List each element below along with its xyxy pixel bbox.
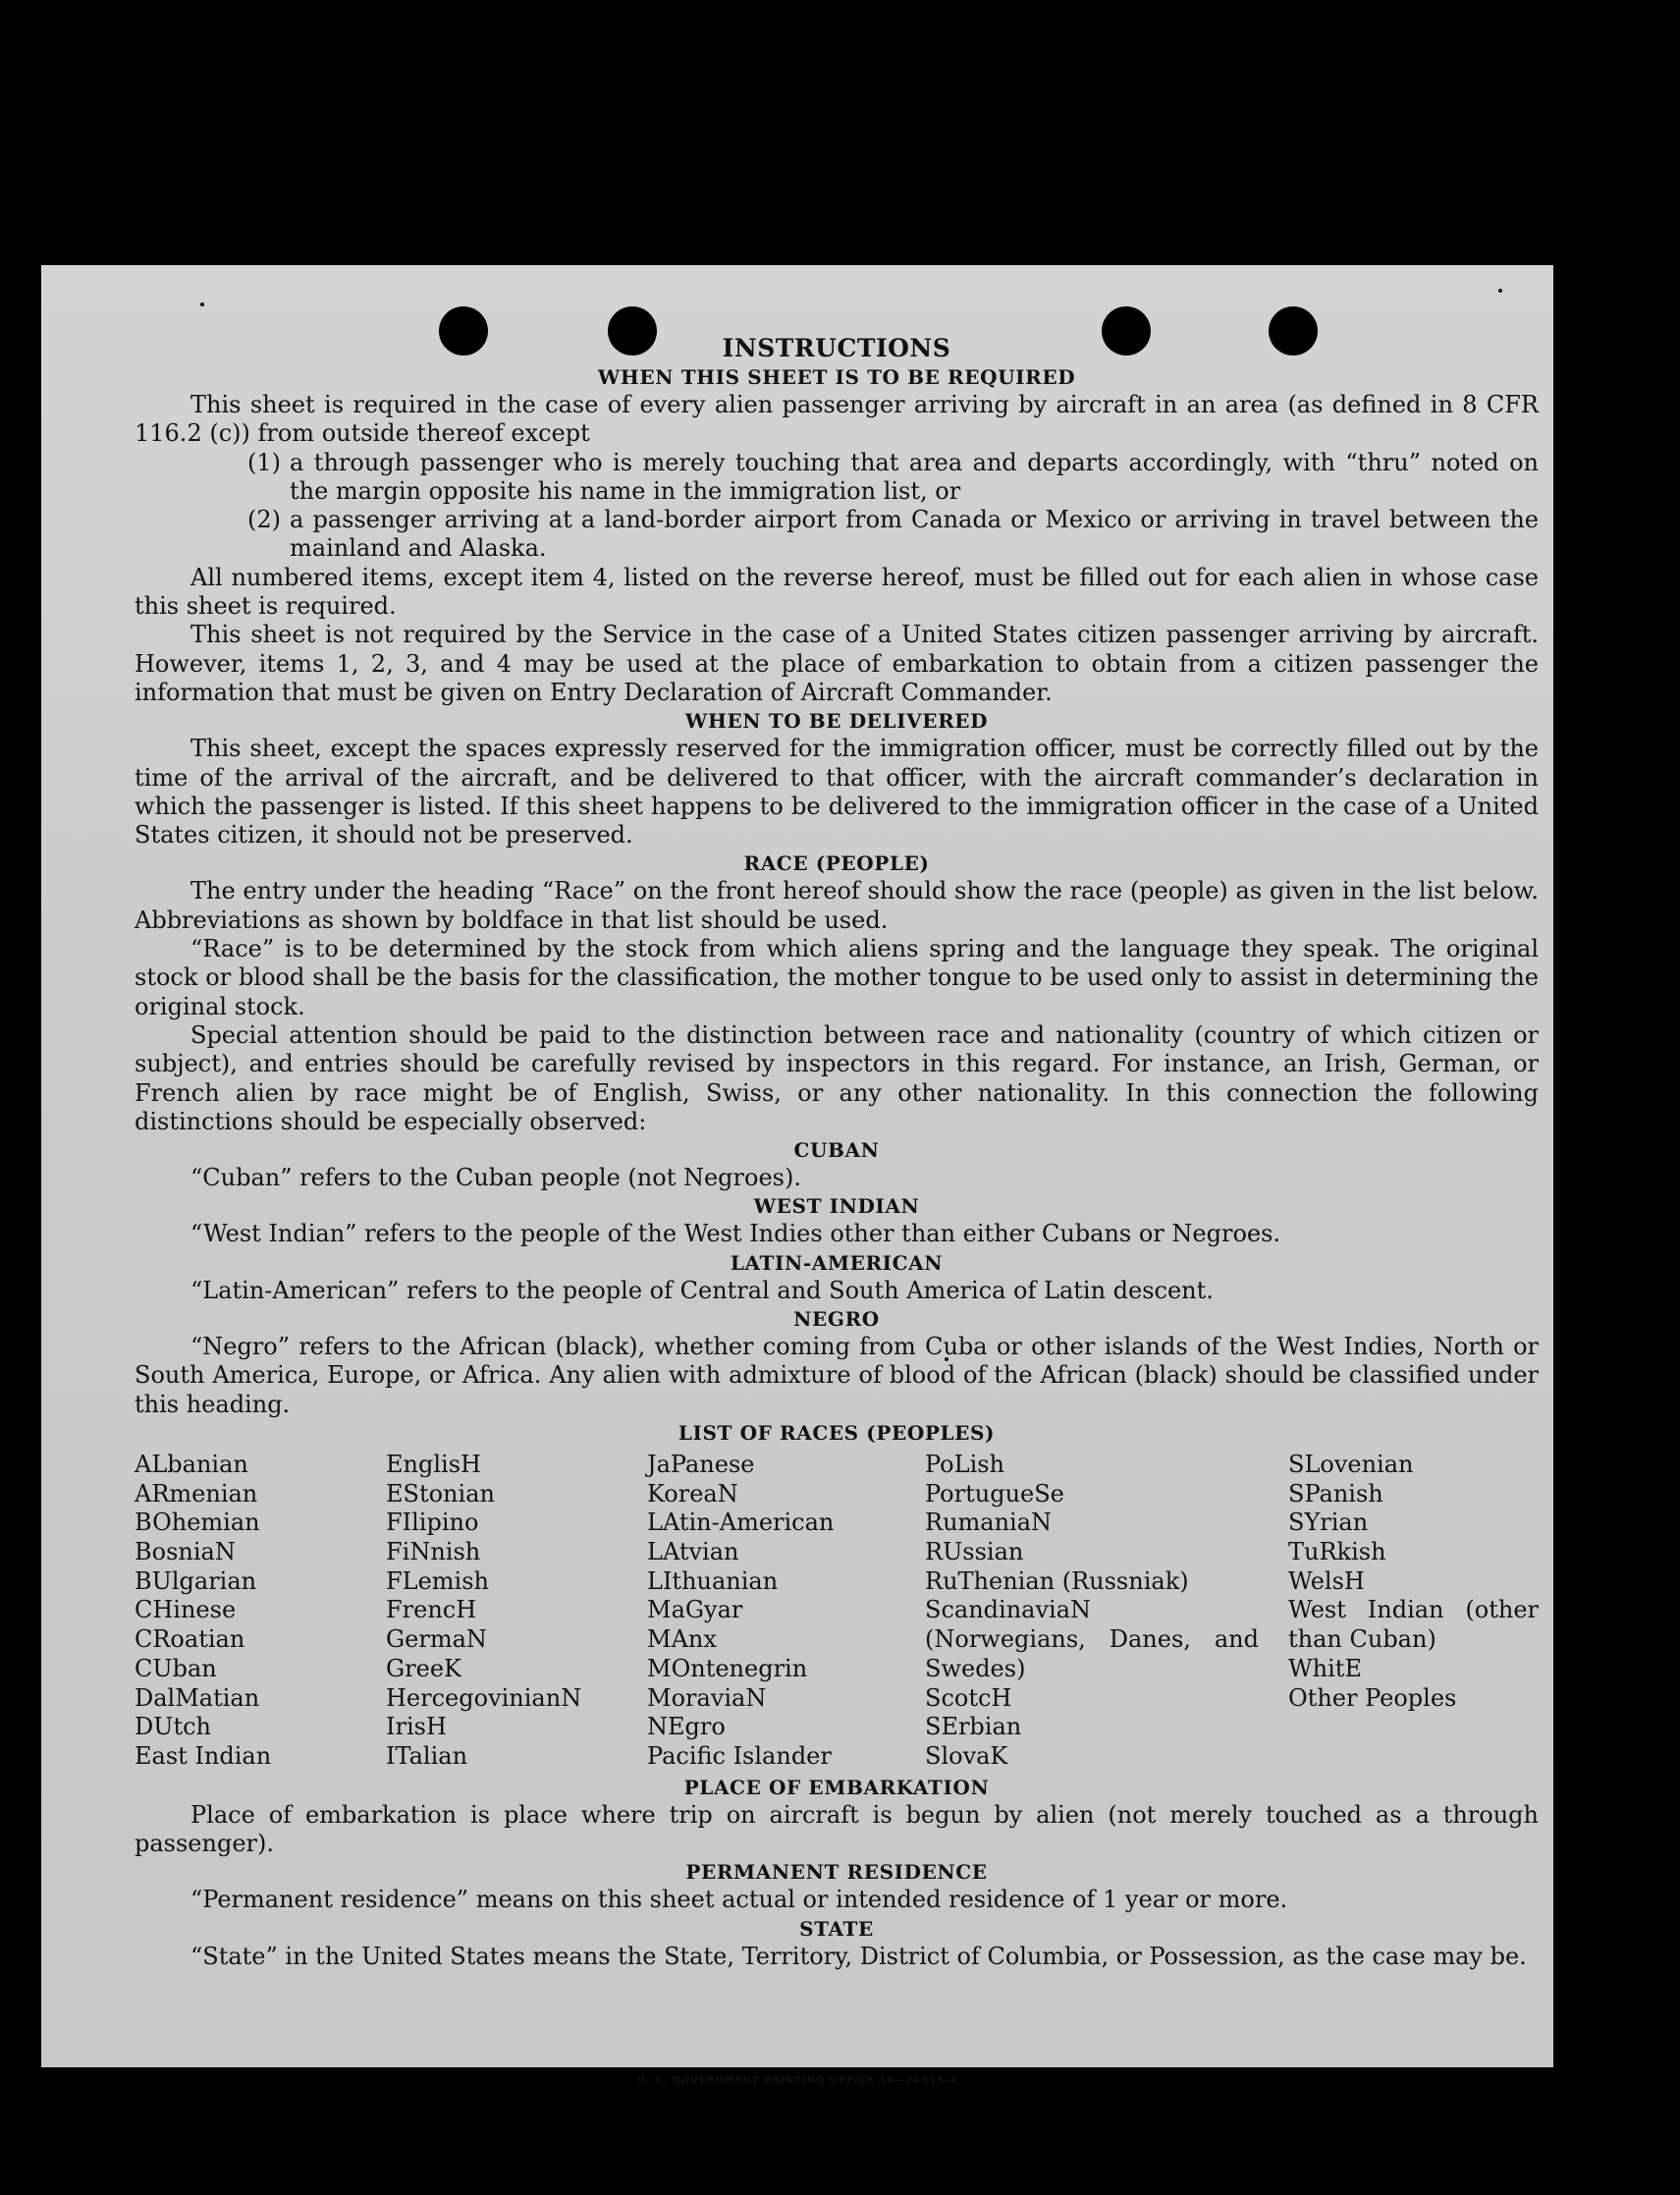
race-entry: GermaN (386, 1625, 487, 1654)
speck (200, 302, 204, 306)
paragraph: This sheet is required in the case of every alien passenger arriving by aircraft in an area (as defined in 8 CFR 116.2 (c)) from outside thereof except (135, 391, 1539, 448)
race-entry: RuThenian (Russniak) (925, 1566, 1189, 1595)
race-entry: KoreaN (647, 1479, 738, 1508)
race-entry: FiNnish (386, 1538, 481, 1566)
paragraph: “Negro” refers to the African (black), whether coming from Cuba or other islands of the West Indies, North or South America, Europe, or Africa. Any alien with admixture of blood of the African (black) should be classified under this heading. (135, 1333, 1539, 1418)
section-heading-west-indian: WEST INDIAN (753, 1194, 920, 1219)
races-column (647, 1451, 925, 1772)
race-entry: East Indian (135, 1741, 272, 1770)
paragraph: The entry under the heading “Race” on the front hereof should show the race (people) as given in the list below. Abbreviations as shown by boldface in that list should be used. (135, 877, 1539, 934)
race-entry: BOhemian (135, 1509, 260, 1537)
paragraph: “Race” is to be determined by the stock from which aliens spring and the language they speak. The original stock or blood shall be the basis for the classification, the mother tongue to be used only to assist in determining the original stock. (135, 935, 1539, 1020)
list-item (135, 449, 1539, 507)
race-entry: BUlgarian (135, 1566, 257, 1595)
paragraph: “West Indian” refers to the people of the West Indies other than either Cubans or Negroes. (190, 1220, 1281, 1248)
section-heading-required: WHEN THIS SHEET IS TO BE REQUIRED (597, 365, 1076, 389)
race-entry: SlovaK (925, 1741, 1008, 1770)
section-heading-list-of-races: LIST OF RACES (PEOPLES) (677, 1420, 996, 1445)
race-entry: HercegovinianN (386, 1683, 582, 1712)
races-column (135, 1451, 386, 1772)
race-entry: LAtvian (647, 1538, 739, 1566)
item-number: (1) (247, 448, 281, 476)
section-heading-state: STATE (799, 1916, 874, 1941)
printing-office-footer: U. S. GOVERNMENT PRINTING OFFICE 16—24915-4 (636, 2075, 958, 2086)
section-heading-negro: NEGRO (793, 1307, 880, 1332)
paragraph: This sheet is not required by the Service in the case of a United States citizen passenger arriving by aircraft. However, items 1, 2, 3, and 4 may be used at the place of embarkation to obtain from a citizen passenger the information that must be given on Entry Declaration of Aircraft Commander. (135, 621, 1539, 706)
race-entry: EnglisH (386, 1450, 481, 1478)
race-entry: ScotcH (925, 1683, 1012, 1712)
race-entry: WhitE (1288, 1654, 1362, 1682)
race-entry: TuRkish (1288, 1538, 1386, 1566)
race-entry: MAnx (647, 1625, 717, 1654)
race-entry: NEgro (647, 1713, 726, 1741)
paragraph: Special attention should be paid to the distinction between race and nationality (country of which citizen or subject), and entries should be carefully revised by inspectors in this regard. For instance, an Irish, German, or French alien by race might be of English, Swiss, or any other nationality. In this connection the following distinctions should be especially observed: (135, 1020, 1539, 1135)
list-item (135, 506, 1539, 564)
race-entry: PortugueSe (925, 1479, 1064, 1508)
item-text: a passenger arriving at a land-border airport from Canada or Mexico or arriving in travel between the mainland and Alaska. (290, 506, 1539, 563)
races-column (386, 1451, 647, 1772)
page-title: INSTRUCTIONS (722, 334, 951, 362)
race-entry: IrisH (386, 1713, 447, 1741)
race-entry: JaPanese (647, 1450, 755, 1478)
race-entry: FLemish (386, 1566, 489, 1595)
paragraph: “Cuban” refers to the Cuban people (not Negroes). (190, 1164, 801, 1192)
race-entry: PoLish (925, 1450, 1005, 1478)
race-entry: MaGyar (647, 1596, 743, 1624)
section-heading-latin-american: LATIN-AMERICAN (730, 1250, 944, 1275)
race-entry: CUban (135, 1654, 217, 1682)
race-entry: MOntenegrin (647, 1654, 808, 1682)
section-heading-embarkation: PLACE OF EMBARKATION (683, 1775, 990, 1799)
paragraph: All numbered items, except item 4, listed on the reverse hereof, must be filled out for each alien in whose case this sheet is required. (135, 563, 1539, 621)
paragraph: “State” in the United States means the State, Territory, District of Columbia, or Possession, as the case may be. (190, 1942, 1527, 1970)
section-heading-race: RACE (PEOPLE) (743, 851, 930, 876)
race-entry: RumaniaN (925, 1509, 1053, 1537)
race-entry: ALbanian (135, 1450, 248, 1478)
instructions-content (135, 334, 1539, 1971)
document-sheet (41, 265, 1553, 2086)
race-entry: FIlipino (386, 1509, 479, 1537)
race-entry: Other Peoples (1288, 1683, 1457, 1712)
race-entry: WelsH (1288, 1566, 1365, 1595)
race-entry: MoraviaN (647, 1683, 767, 1712)
race-entry: DUtch (135, 1713, 212, 1741)
item-number: (2) (247, 506, 281, 534)
race-entry: ARmenian (135, 1479, 258, 1508)
paragraph: This sheet, except the spaces expressly reserved for the immigration officer, must be correctly filled out by the time of the arrival of the aircraft, and be delivered to that officer, with the aircraft commander’s declaration in which the passenger is listed. If this sheet happens to be delivered to the immigration officer in the case of a United States citizen, it should not be preserved. (135, 735, 1539, 850)
race-entry: SLovenian (1288, 1450, 1414, 1478)
section-heading-residence: PERMANENT RESIDENCE (685, 1860, 988, 1885)
paragraph: “Permanent residence” means on this sheet actual or intended residence of 1 year or more. (190, 1886, 1288, 1914)
race-entry: CHinese (135, 1596, 237, 1624)
races-list (135, 1451, 1539, 1772)
race-entry: ScandinaviaN (Norwegians, Danes, and Swedes) (925, 1596, 1259, 1682)
race-entry: Pacific Islander (647, 1741, 832, 1770)
race-entry: West Indian (other than Cuban) (1288, 1596, 1539, 1654)
section-heading-cuban: CUBAN (793, 1138, 880, 1163)
item-text: a through passenger who is merely touching that area and departs accordingly, with “thru” noted on the margin opposite his name in the immigration list, or (290, 448, 1539, 505)
race-entry: SYrian (1288, 1509, 1369, 1537)
section-heading-delivered: WHEN TO BE DELIVERED (684, 709, 989, 734)
race-entry: BosniaN (135, 1538, 236, 1566)
races-column (925, 1451, 1288, 1772)
race-entry: LAtin-American (647, 1509, 835, 1537)
race-entry: ITalian (386, 1741, 468, 1770)
races-column (1288, 1451, 1539, 1772)
speck (1498, 289, 1502, 293)
race-entry: SPanish (1288, 1479, 1383, 1508)
race-entry: RUssian (925, 1538, 1024, 1566)
race-entry: GreeK (386, 1654, 461, 1682)
paragraph: “Latin-American” refers to the people of Central and South America of Latin descent. (190, 1276, 1214, 1304)
race-entry: LIthuanian (647, 1566, 779, 1595)
race-entry: EStonian (386, 1479, 495, 1508)
race-entry: CRoatian (135, 1625, 245, 1654)
race-entry: DalMatian (135, 1683, 260, 1712)
race-entry: FrencH (386, 1596, 477, 1624)
paragraph: Place of embarkation is place where trip on aircraft is begun by alien (not merely touched as a through passenger). (135, 1800, 1539, 1857)
race-entry: SErbian (925, 1713, 1022, 1741)
